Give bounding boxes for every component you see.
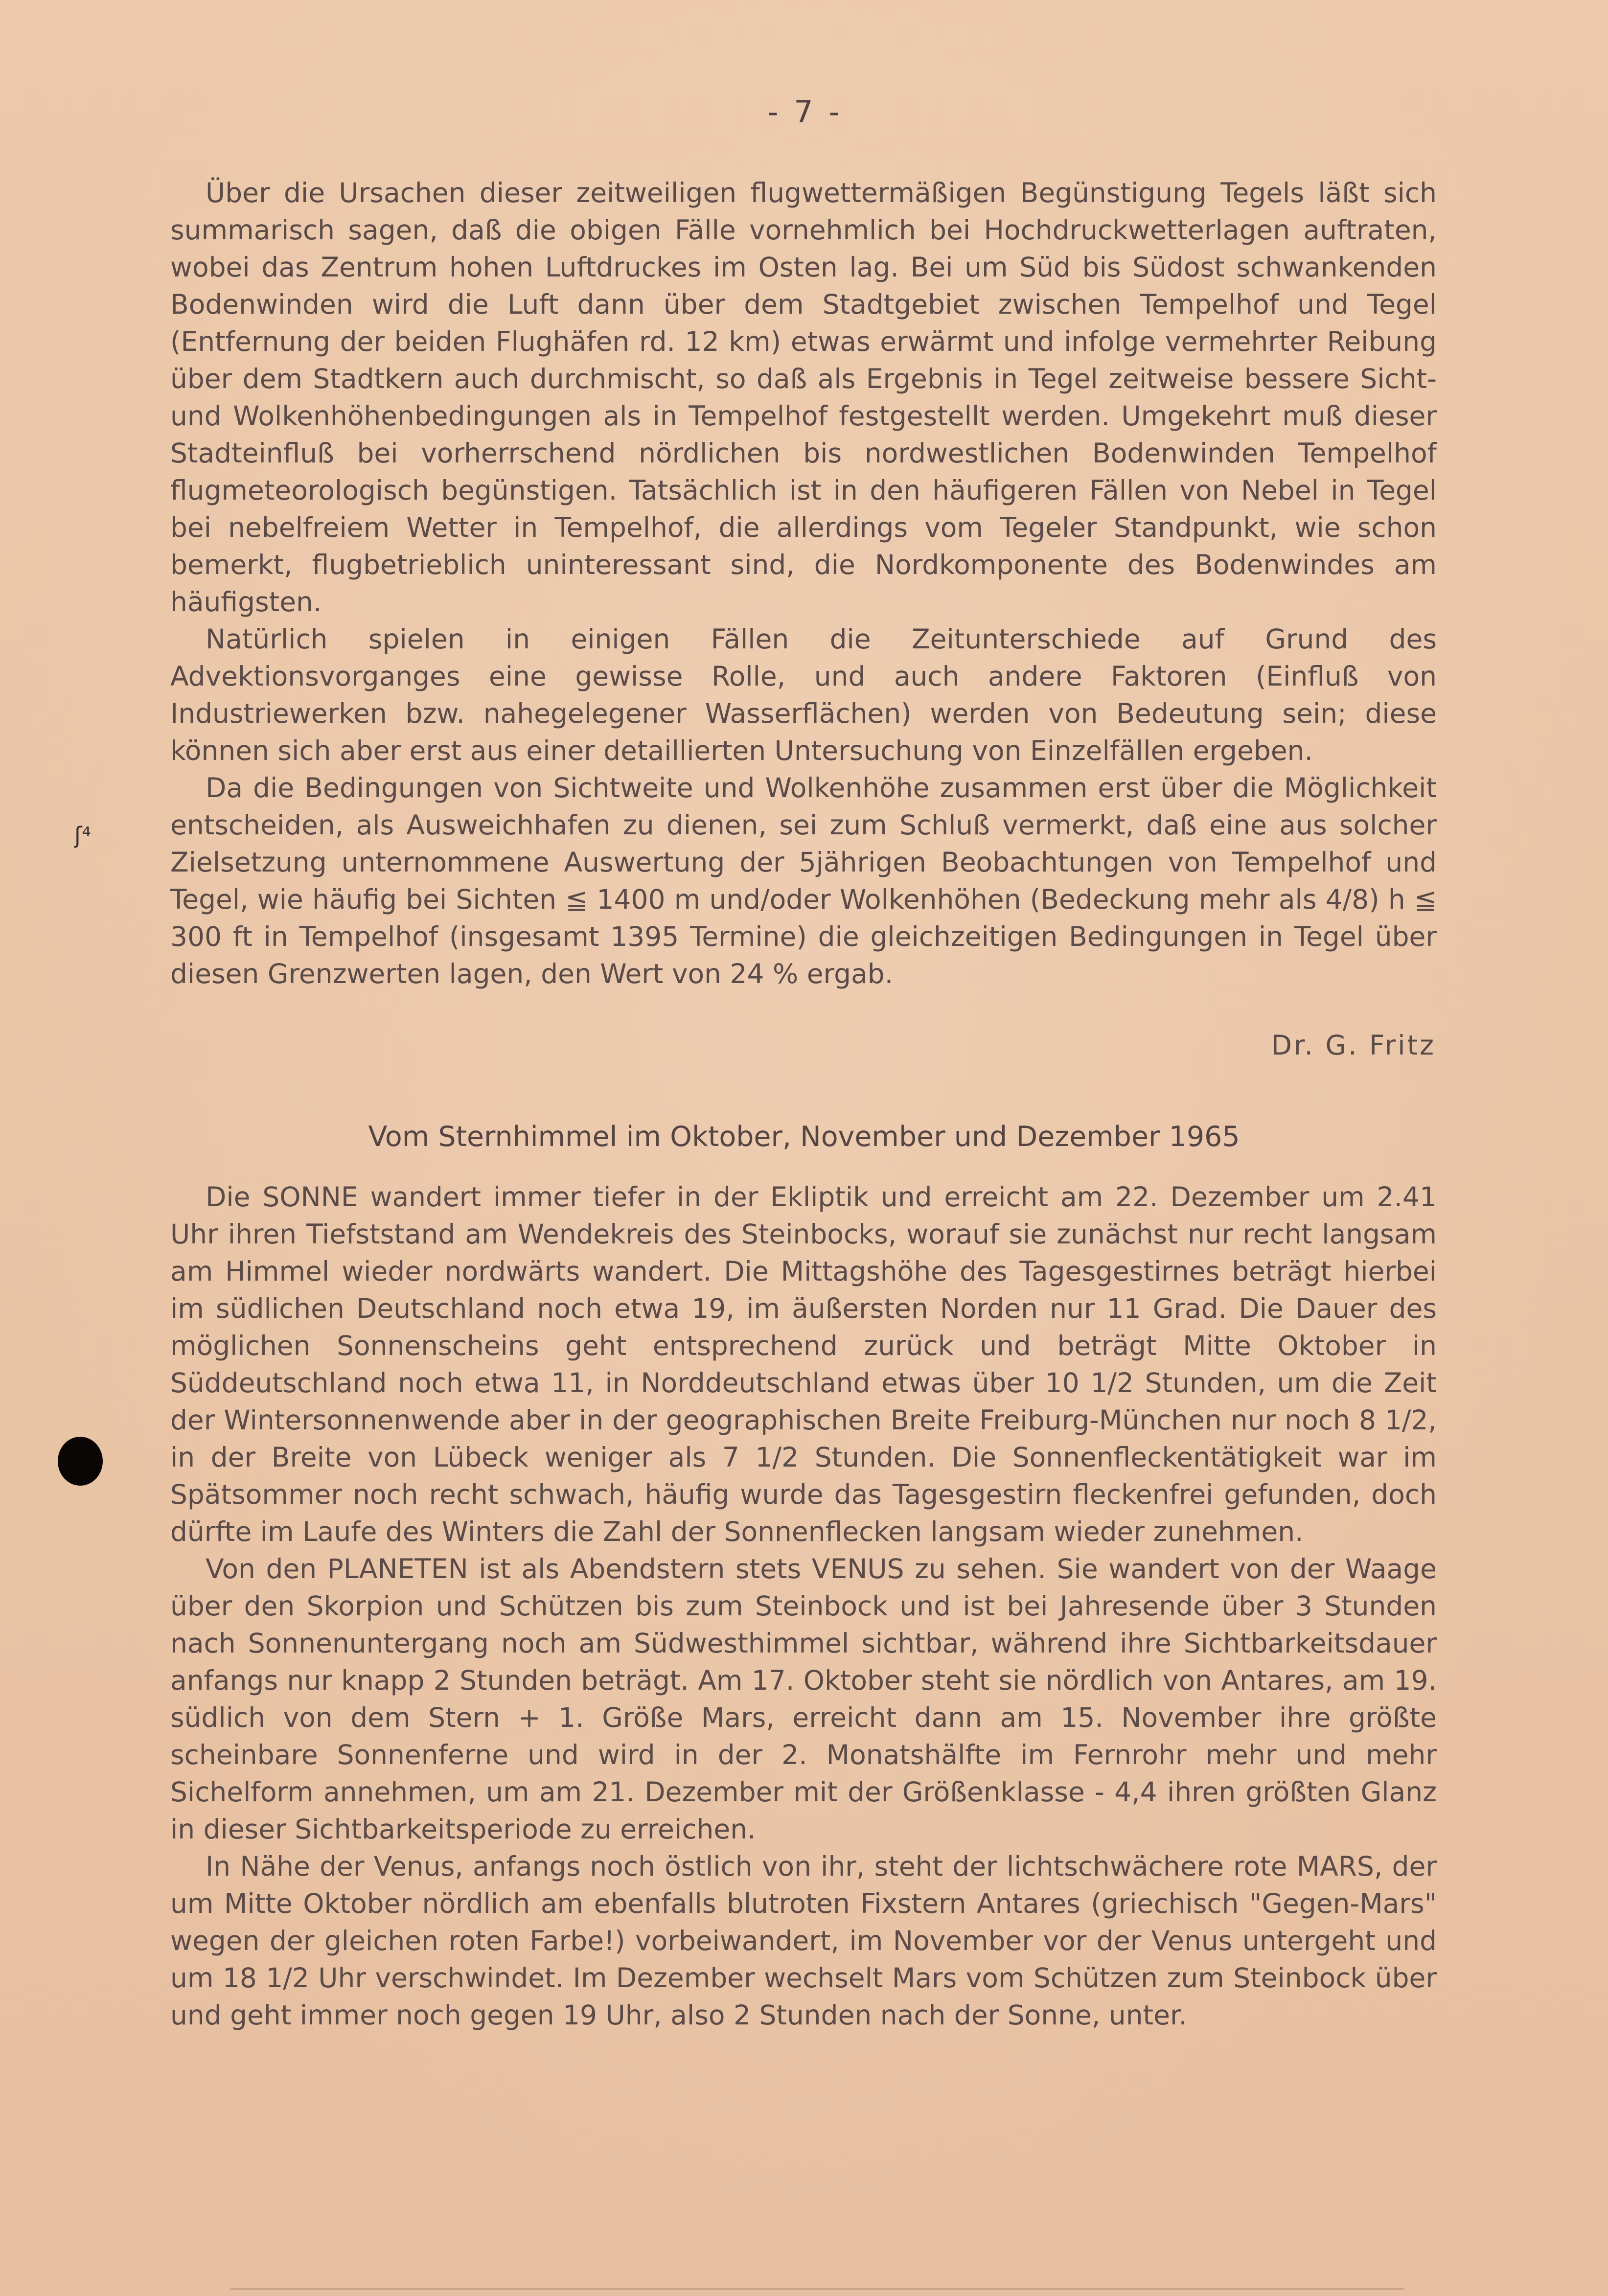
page-number: - 7 -	[767, 94, 843, 130]
paragraph-advection: Natürlich spielen in einigen Fällen die Zeitunterschiede auf Grund des Advektionsvorganges eine gewisse Rolle, und auch andere Faktoren (Einfluß von Industriewerken bzw. nahegelegener Wasserflächen) werden von Bedeutung sein; diese können sich aber erst aus einer detaillierten Untersuchung von Einzelfällen ergeben.	[170, 623, 1437, 766]
paragraph-mars: In Nähe der Venus, anfangs noch östlich von ihr, steht der lichtschwächere rote MARS, der um Mitte Oktober nördlich am ebenfalls blutroten Fixstern Antares (griechisch "Gegen-Mars" wegen der gleichen roten Farbe!) vorbeiwandert, im November vor der Venus untergeht und um 18 1/2 Uhr verschwindet. Im Dezember wechselt Mars vom Schützen zum Steinbock über und geht immer noch gegen 19 Uhr, also 2 Stunden nach der Sonne, unter.	[170, 1851, 1437, 2031]
margin-mark: ʃ⁴	[74, 822, 91, 849]
paragraph-conclusion: Da die Bedingungen von Sichtweite und Wolkenhöhe zusammen erst über die Möglichkeit entscheiden, als Ausweichhafen zu dienen, sei zum Schluß vermerkt, daß eine aus solcher Zielsetzung unternommene Auswertung der 5jährigen Beobachtungen von Tempelhof und Tegel, wie häufig bei Sichten ≦ 1400 m und/oder Wolkenhöhen (Bedeckung mehr als 4/8) h ≦ 300 ft in Tempelhof (insgesamt 1395 Termine) die gleichzeitigen Bedingungen in Tegel über diesen Grenzwerten lagen, den Wert von 24 % ergab.	[170, 772, 1437, 989]
article-weather-body	[170, 174, 1437, 992]
section-title: Vom Sternhimmel im Oktober, November und Dezember 1965	[368, 1121, 1240, 1153]
author-signature: Dr. G. Fritz	[1271, 1030, 1436, 1061]
paragraph-causes: Über die Ursachen dieser zeitweiligen flugwettermäßigen Begünstigung Tegels läßt sich summarisch sagen, daß die obigen Fälle vornehmlich bei Hochdruckwetterlagen auftraten, wobei das Zentrum hohen Luftdruckes im Osten lag. Bei um Süd bis Südost schwankenden Bodenwinden wird die Luft dann über dem Stadtgebiet zwischen Tempelhof und Tegel (Entfernung der beiden Flughäfen rd. 12 km) etwas erwärmt und infolge vermehrter Reibung über dem Stadtkern auch durchmischt, so daß als Ergebnis in Tegel zeitweise bessere Sicht- und Wolkenhöhenbedingungen als in Tempelhof festgestellt werden. Umgekehrt muß dieser Stadteinfluß bei vorherrschend nördlichen bis nordwestlichen Bodenwinden Tempelhof flugmeteorologisch begünstigen. Tatsächlich ist in den häufigeren Fällen von Nebel in Tegel bei nebelfreiem Wetter in Tempelhof, die allerdings vom Tegeler Standpunkt, wie schon bemerkt, flugbetrieblich uninteressant sind, die Nordkomponente des Bodenwindes am häufigsten.	[170, 177, 1437, 618]
bottom-edge-line	[230, 2288, 1404, 2290]
punch-hole-dot	[58, 1437, 103, 1486]
paragraph-venus: Von den PLANETEN ist als Abendstern stets VENUS zu sehen. Sie wandert von der Waage über den Skorpion und Schützen bis zum Steinbock und ist bei Jahresende über 3 Stunden nach Sonnenuntergang noch am Südwesthimmel sichtbar, während ihre Sichtbarkeitsdauer anfangs nur knapp 2 Stunden beträgt. Am 17. Oktober steht sie nördlich von Antares, am 19. südlich von dem Stern + 1. Größe Mars, erreicht dann am 15. November ihre größte scheinbare Sonnenferne und wird in der 2. Monatshälfte im Fernrohr mehr und mehr Sichelform annehmen, um am 21. Dezember mit der Größenklasse - 4,4 ihren größten Glanz in dieser Sichtbarkeitsperiode zu erreichen.	[170, 1553, 1437, 1845]
article-sky-body	[170, 1178, 1437, 2034]
paragraph-sun: Die SONNE wandert immer tiefer in der Ekliptik und erreicht am 22. Dezember um 2.41 Uhr ihren Tiefststand am Wendekreis des Steinbocks, worauf sie zunächst nur recht langsam am Himmel wieder nordwärts wandert. Die Mittagshöhe des Tagesgestirnes beträgt hierbei im südlichen Deutschland noch etwa 19, im äußersten Norden nur 11 Grad. Die Dauer des möglichen Sonnenscheins geht entsprechend zurück und beträgt Mitte Oktober in Süddeutschland noch etwa 11, in Norddeutschland etwas über 10 1/2 Stunden, um die Zeit der Wintersonnenwende aber in der geographischen Breite Freiburg-München nur noch 8 1/2, in der Breite von Lübeck weniger als 7 1/2 Stunden. Die Sonnenfleckentätigkeit war im Spätsommer noch recht schwach, häufig wurde das Tagesgestirn fleckenfrei gefunden, doch dürfte im Laufe des Winters die Zahl der Sonnenflecken langsam wieder zunehmen.	[170, 1181, 1437, 1547]
